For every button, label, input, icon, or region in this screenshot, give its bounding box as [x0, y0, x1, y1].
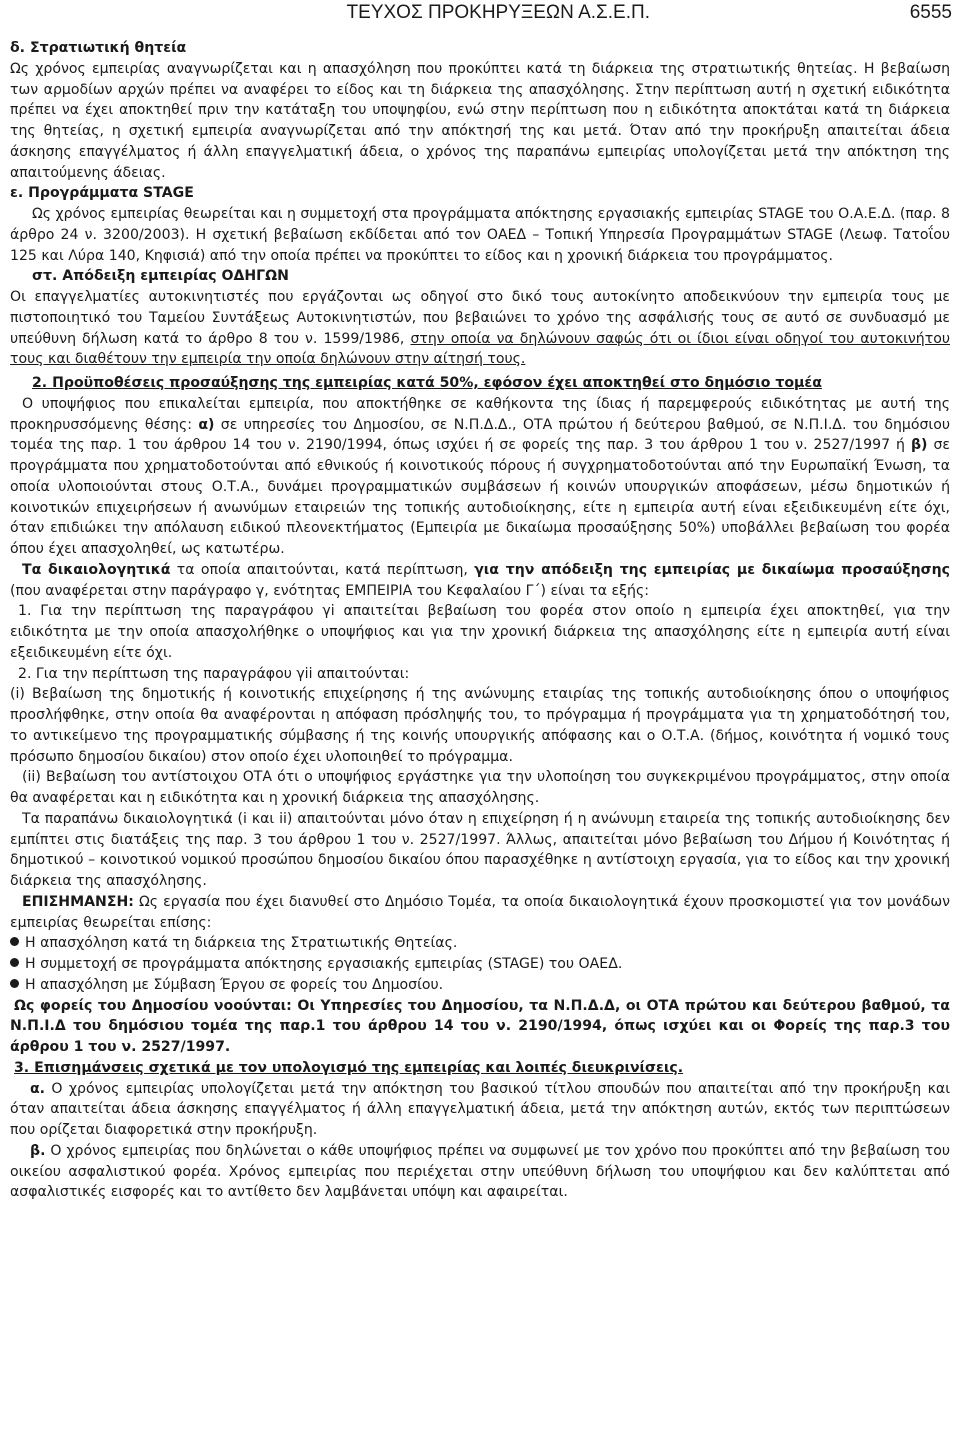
remark-beta-text: Ο χρόνος εμπειρίας που δηλώνεται ο κάθε υποψήφιος πρέπει να συμφωνεί με τον χρόνο που προκύπτει από την βεβαίωση του οικείου ασφαλιστικού φορέα. Χρόνος εμπειρίας που περιέχεται στην υπεύθυνη δήλωση του υποψήφιου και δεν καλύπτεται από ασφαλιστικές εισφορές και το αντίθετο δεν λαμβάνεται υπόψη και αφαιρείται.: [10, 1142, 950, 1201]
list-item: [10, 954, 950, 975]
paragraph-notice: [10, 892, 950, 934]
list-item: [10, 933, 950, 954]
list-item: [10, 975, 950, 996]
item-2-ii: (ii) Βεβαίωση του αντίστοιχου ΟΤΑ ότι ο υποψήφιος εργάστηκε για την υλοποίηση του συγκεκριμένου προγράμματος, στην οποία θα αναφέρεται και η ειδικότητα και η χρονική διάρκεια της απασχόλησης.: [10, 769, 950, 806]
paragraph-documents: [10, 560, 950, 602]
paragraph-remark-beta: [10, 1141, 950, 1203]
bullet-text: Η συμμετοχή σε προγράμματα απόκτησης εργασιακής εμπειρίας (STAGE) του ΟΑΕΔ.: [25, 956, 623, 972]
section-heading-remarks: 3. Επισημάνσεις σχετικά με τον υπολογισμό της εμπειρίας και λοιπές διευκρινίσεις.: [14, 1059, 684, 1076]
section-heading-military-service: δ. Στρατιωτική θητεία: [10, 40, 187, 56]
drivers-text: Οι επαγγελματίες αυτοκινητιστές που εργάζονται ως οδηγοί στο δικό τους αυτοκίνητο αποδεικνύουν την εμπειρία τους με πιστοποιητικό του Ταμείου Συντάξεως Αυτοκινητιστών, που βεβαιώνει το χρόνο της ασφάλισής τους σε αυτό σε συνδυασμό με υπεύθυνη δήλωση κατά το άρθρο 8 του ν. 1599/1986,: [10, 289, 950, 347]
bullet-icon: [10, 958, 19, 967]
page-header: [0, 0, 960, 30]
section-heading-drivers: στ. Απόδειξη εμπειρίας ΟΔΗΓΩΝ: [32, 268, 289, 285]
documents-bold: Τα δικαιολογητικά: [22, 561, 171, 578]
paragraph-drivers: [10, 287, 950, 370]
remark-alpha-text: Ο χρόνος εμπειρίας υπολογίζεται μετά την απόκτηση του βασικού τίτλου σπουδών που απαιτείται από την προκήρυξη και όταν απαιτείται άδεια άσκησης επαγγέλματος ή άλλη επαγγελματική άδεια, μετά την απόκτηση αυτών, εκτός των περιπτώσεων που ορίζεται διαφορετικά στην προκήρυξη.: [10, 1080, 950, 1138]
paragraph-increase: [10, 394, 950, 560]
label-a: α): [198, 416, 215, 433]
header-title: ΤΕΥΧΟΣ ΠΡΟΚΗΡΥΞΕΩΝ Α.Σ.Ε.Π.: [346, 2, 650, 23]
item-2: 2. Για την περίπτωση της παραγράφου γii απαιτούνται:: [18, 665, 410, 682]
item-2-i: (i) Βεβαίωση της δημοτικής ή κοινοτικής επιχείρησης ή της ανώνυμης εταιρίας της τοπικής αυτοδιοίκησης όπου ο υποψήφιος προσλήφθηκε, στην οποία θα αναφέρονται η απόφαση πρόσληψής του, το πρόγραμμα ή προγράμματα για τη χρηματοδότησή του, το αντικείμενο της προγραμματικής σύμβασης ή της κοινής υπουργικής απόφασης και ο Ο.Τ.Α. (δήμος, κοινότητα ή νομικό τους πρόσωπο δημοσίου δικαίου) στον οποίο έχει υλοποιηθεί το πρόγραμμα.: [10, 686, 950, 765]
paragraph-military-service: Ως χρόνος εμπειρίας αναγνωρίζεται και η απασχόληση που προκύπτει κατά τη διάρκεια της στρατιωτικής θητείας. Η βεβαίωση των αρμοδίων αρχών πρέπει να αναφέρει το είδος και τη διάρκεια της απασχόλησης. Στην περίπτωση αυτή η σχετική ειδικότητα πρέπει να έχει αποκτηθεί πριν την κατάταξη του υποψηφίου, ενώ στην περίπτωση που η ειδικότητα αποκτάται κατά τη διάρκεια της θητείας, η σχετική εμπειρία αναγνωρίζεται από την απόκτησή της και μετά. Όταν από την προκήρυξη απαιτείται άδεια άσκησης επαγγέλματος ή άλλη επαγγελματική άδεια, ο χρόνος της παραπάνω εμπειρίας υπολογίζεται μετά την απόκτηση της απαιτούμενης άδειας.: [10, 60, 950, 181]
paragraph-remark-alpha: [10, 1079, 950, 1141]
documents-bold-2: για την απόδειξη της εμπειρίας με δικαίωμα προσαύξησης: [474, 561, 951, 578]
bullet-icon: [10, 979, 19, 988]
section-heading-stage: ε. Προγράμματα STAGE: [10, 185, 194, 202]
section-heading-increase: 2. Προϋποθέσεις προσαύξησης της εμπειρίας κατά 50%, εφόσον έχει αποκτηθεί στο δημόσιο τομέα: [32, 375, 822, 391]
label-alpha: α.: [30, 1080, 46, 1097]
bullet-list: [10, 933, 950, 995]
drivers-underlined-text: στην οποία να δηλώνουν σαφώς ότι οι ίδιοι είναι οδηγοί του αυτοκινήτου τους και διαθέτουν την εμπειρία την οποία δηλώνουν στην αίτησή τους.: [10, 330, 950, 368]
label-b: β): [910, 437, 928, 454]
documents-text-2: (που αναφέρεται στην παράγραφο γ, ενότητας ΕΜΠΕΙΡΙΑ του Κεφαλαίου Γ΄) είναι τα εξής:: [10, 582, 649, 599]
notice-label: ΕΠΙΣΗΜΑΝΣΗ:: [22, 893, 134, 910]
bullet-text: Η απασχόληση με Σύμβαση Έργου σε φορείς του Δημοσίου.: [25, 976, 444, 993]
page-number: 6555: [909, 2, 952, 23]
paragraph-documents-note: Τα παραπάνω δικαιολογητικά (i και ii) απαιτούνται μόνο όταν η επιχείρηση ή η ανώνυμη εταιρεία της τοπικής αυτοδιοίκησης δεν εμπίπτει στις διατάξεις της παρ. 3 του άρθρου 1 του ν. 2527/1997. Άλλως, απαιτείται μόνο βεβαίωση του Δήμου ή Κοινότητας ή δημοτικού – κοινοτικού νομικού προσώπου δημοσίου δικαίου όπου παρασχέθηκε η αντίστοιχη εργασία, για το είδος και την χρονική διάρκεια της απασχόλησης.: [10, 810, 950, 889]
label-beta: β.: [30, 1142, 46, 1159]
increase-case-b: σε προγράμματα που χρηματοδοτούνται από εθνικούς ή κοινοτικούς πόρους ή συγχρηματοδοτούνται από την Ευρωπαϊκή Ένωση, τα οποία υλοποιούνται στους Ο.Τ.Α., δυνάμει προγραμματικών συμβάσεων ή κοινών υπουργικών αποφάσεων, μέσω δημοτικών ή κοινοτικών επιχειρήσεων ή ανωνύμων εταιρειών της τοπικής αυτοδιοίκησης, είτε η εμπειρία αυτή είναι εξειδικευμένη είτε όχι, όταν επιδιώκει την απόλαυση ειδικού πλεονεκτήματος (Εμπειρία με δικαίωμα προσαύξησης 50%) υποβάλλει βεβαίωση του φορέα όπου έχει απασχοληθεί, ως κατωτέρω.: [10, 437, 950, 557]
item-1: 1. Για την περίπτωση της παραγράφου γi απαιτείται βεβαίωση του φορέα στον οποίο η εμπειρία έχει αποκτηθεί, για την ειδικότητα με την οποία απασχολήθηκε ο υποψήφιος και για την χρονική διάρκεια της απασχόλησης είτε η εμπειρία αυτή είναι εξειδικευμένη είτε όχι.: [10, 603, 950, 661]
documents-text-1: τα οποία απαιτούνται, κατά περίπτωση,: [170, 561, 475, 578]
paragraph-public-bodies: Ως φορείς του Δημοσίου νοούνται: Οι Υπηρεσίες του Δημοσίου, τα Ν.Π.Δ.Δ, οι ΟΤΑ πρώτου και δεύτερου βαθμού, τα Ν.Π.Ι.Δ του δημόσιου τομέα της παρ.1 του άρθρου 14 του ν. 2190/1994, όπως ισχύει και οι Φορείς της παρ.3 του άρθρου 1 του ν. 2527/1997.: [10, 997, 950, 1055]
increase-intro: Ο υποψήφιος που επικαλείται εμπειρία, που αποκτήθηκε σε καθήκοντα της ίδιας ή παρεμφερούς ειδικότητας με αυτή της προκηρυσσόμενης θέσης:: [10, 395, 950, 433]
bullet-text: Η απασχόληση κατά τη διάρκεια της Στρατιωτικής Θητείας.: [25, 935, 458, 952]
document-body: [10, 38, 950, 1203]
paragraph-stage: Ως χρόνος εμπειρίας θεωρείται και η συμμετοχή στα προγράμματα απόκτησης εργασιακής εμπειρίας STAGE του Ο.Α.Ε.Δ. (παρ. 8 άρθρο 24 ν. 3200/2003). Η σχετική βεβαίωση εκδίδεται από τον ΟΑΕΔ – Τοπική Υπηρεσία Προγραμμάτων STAGE (Λεωφ. Τατοΐου 125 και Λύρα 140, Κηφισιά) από την οποία πρέπει να προκύπτει το είδος και η χρονική διάρκεια του προγράμματος.: [10, 206, 950, 264]
increase-case-a: σε υπηρεσίες του Δημοσίου, σε Ν.Π.Δ.Δ., ΟΤΑ πρώτου ή δεύτερου βαθμού, σε Ν.Π.Ι.Δ. του δημόσιου τομέα της παρ. 1 του άρθρου 14 του ν. 2190/1994, όπως ισχύει ή σε φορείς της παρ. 3 του άρθρου 1 του ν. 2527/1997 ή: [10, 416, 950, 454]
notice-text: Ως εργασία που έχει διανυθεί στο Δημόσιο Τομέα, τα οποία δικαιολογητικά έχουν προσκομιστεί για τον μονάδων εμπειρίας θεωρείται επίσης:: [10, 893, 950, 931]
bullet-icon: [10, 937, 19, 946]
